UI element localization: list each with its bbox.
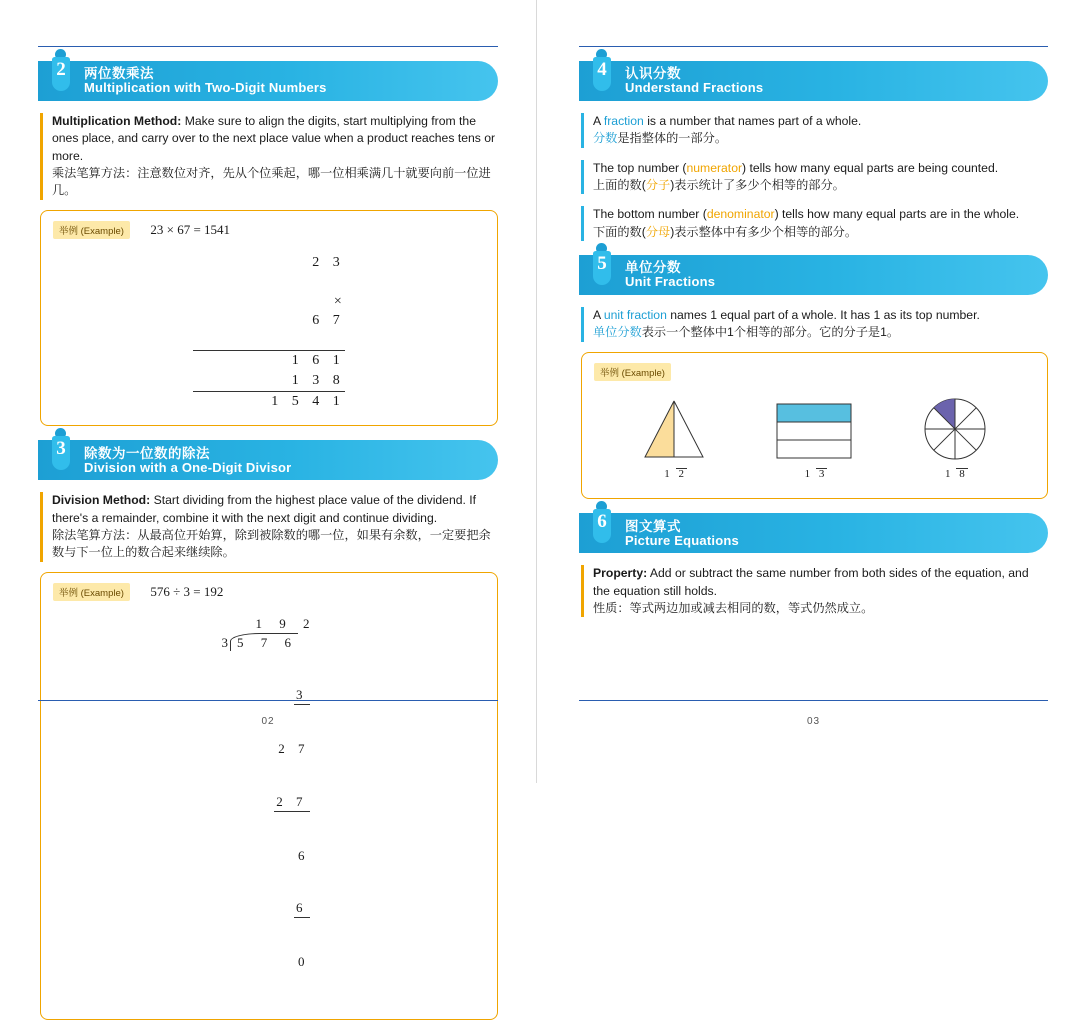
denominator-note	[581, 206, 1048, 241]
long-division-figure	[53, 615, 485, 1005]
unit-fraction-figures	[594, 397, 1035, 485]
fraction-label	[895, 468, 1015, 481]
note-term-en: numerator	[686, 160, 743, 175]
note-term-cn: 分子	[645, 177, 671, 192]
final-product: 1 5 4 1	[271, 394, 345, 410]
note-cn-prefix: 上面的数(	[593, 177, 646, 192]
note-lead-label: Property:	[593, 566, 648, 581]
note-body-cn: 性质：等式两边加或减去相同的数，等式仍然成立。	[593, 601, 874, 616]
triangle-shaded-icon	[641, 399, 707, 461]
section-title-cn: 单位分数	[625, 260, 681, 276]
example-tag: 举例 (Example)	[594, 363, 671, 381]
multiplier-value: 6 7	[312, 312, 345, 328]
section-number: 5	[597, 252, 607, 274]
bottom-rule	[579, 700, 1048, 701]
figure-circle-eighth	[895, 397, 1015, 481]
fraction-denominator: 3	[816, 468, 828, 481]
note-cn-prefix: 下面的数(	[593, 224, 646, 239]
division-step: 2 7	[278, 741, 310, 757]
fraction-numerator: 1	[664, 467, 670, 480]
section-title-cn: 除数为一位数的除法	[84, 445, 210, 461]
section-division	[38, 440, 498, 480]
note-term-cn: 分母	[645, 224, 671, 239]
section-title-en: Picture Equations	[625, 532, 739, 548]
section-header-ribbon	[579, 61, 1048, 101]
figure-bars-third	[754, 403, 874, 481]
equation-property-note	[581, 565, 1048, 617]
example-card-division	[40, 572, 498, 1020]
section-title-cn: 两位数乘法	[84, 66, 154, 82]
note-text-suffix: is a number that names part of a whole.	[643, 114, 862, 128]
note-lead-label: Division Method:	[52, 493, 151, 508]
note-cn-suffix: 是指整体的一部分。	[617, 131, 728, 146]
example-card-multiplication	[40, 210, 498, 427]
example-tag: 举例 (Example)	[53, 583, 130, 601]
note-text-prefix: A	[593, 307, 604, 322]
multiplication-method-note	[40, 113, 498, 200]
note-text-prefix: A	[593, 114, 604, 128]
section-multiplication	[38, 61, 498, 101]
section-header-ribbon	[38, 440, 498, 480]
top-rule	[38, 46, 498, 47]
bottom-rule	[38, 700, 498, 701]
division-step: 2 7	[274, 793, 309, 812]
note-lead-label: Multiplication Method:	[52, 114, 182, 128]
note-body-text: Add or subtract the same number from both sides of the equation, and the equation still holds.	[593, 566, 1029, 598]
section-number: 2	[56, 59, 66, 80]
example-card-unit-fractions	[581, 352, 1048, 500]
section-number-pin-icon	[587, 243, 617, 295]
note-cn-suffix: 表示一个整体中1个相等的部分。它的分子是1。	[641, 325, 900, 340]
section-header-ribbon	[579, 252, 1048, 295]
note-term-en: fraction	[603, 114, 644, 128]
rectangle-bars-shaded-icon	[776, 403, 852, 461]
section-number-pin-icon	[587, 49, 617, 101]
note-term-en: unit fraction	[603, 307, 667, 322]
numerator-note	[581, 160, 1048, 195]
fraction-denominator: 2	[676, 468, 688, 481]
section-header-ribbon	[579, 513, 1048, 553]
note-text-suffix: names 1 equal part of a whole. It has 1 as its top number.	[666, 307, 980, 322]
fraction-denominator: 8	[956, 468, 968, 481]
long-multiplication-figure	[53, 253, 485, 412]
section-number-pin-icon	[587, 501, 617, 553]
section-title-en: Understand Fractions	[625, 80, 764, 96]
section-unit-fractions	[579, 252, 1048, 295]
section-number-pin-icon	[46, 428, 76, 480]
multiplier-row	[193, 272, 345, 351]
division-divisor: 3	[221, 634, 228, 650]
division-step: 6	[294, 899, 310, 918]
example-tag: 举例 (Example)	[53, 221, 130, 239]
section-title-en: Division with a One-Digit Divisor	[84, 459, 292, 475]
division-remainder: 0	[298, 954, 310, 970]
note-body-text: Start dividing from the highest place value of the dividend. If there's a remainder, combine it with the next digit and continue dividing.	[52, 493, 477, 525]
section-title-en: Unit Fractions	[625, 274, 716, 290]
section-number: 3	[56, 438, 66, 460]
section-header-ribbon	[38, 61, 498, 101]
section-title-cn: 图文算式	[625, 518, 681, 534]
division-dividend: 5 7 6	[237, 634, 298, 650]
division-method-note	[40, 492, 498, 561]
multiply-operator: ×	[333, 293, 345, 309]
partial-product-1: 1 6 1	[291, 353, 345, 369]
section-number: 4	[597, 59, 607, 80]
example-equation: 23 × 67 = 1541	[150, 221, 231, 237]
page-left	[0, 0, 537, 970]
partial-product-2: 1 3 8	[193, 371, 345, 392]
note-text-suffix: ) tells how many equal parts are in the whole.	[774, 207, 1020, 222]
fraction-numerator: 1	[944, 467, 951, 480]
section-number-pin-icon	[46, 49, 76, 101]
fraction-numerator: 1	[804, 467, 811, 480]
section-title-cn: 认识分数	[625, 66, 681, 82]
circle-eighths-shaded-icon	[923, 397, 987, 461]
section-number: 6	[597, 511, 607, 533]
note-term-en: denominator	[706, 207, 775, 222]
division-steps	[238, 651, 310, 1005]
top-rule	[579, 46, 1048, 47]
note-text-suffix: ) tells how many equal parts are being counted.	[742, 160, 999, 175]
note-body-cn: 乘法笔算方法：注意数位对齐，先从个位乘起，哪一位相乘满几十就要向前一位进几。	[52, 165, 491, 198]
note-cn-suffix: )表示统计了多少个相等的部分。	[670, 177, 845, 192]
note-text-prefix: The top number (	[593, 160, 687, 175]
page-number-right: 03	[806, 716, 821, 727]
section-title-en: Multiplication with Two-Digit Numbers	[84, 80, 327, 96]
example-equation: 576 ÷ 3 = 192	[150, 583, 224, 599]
page-number-left: 02	[261, 716, 275, 727]
page-right	[537, 0, 1074, 783]
note-text-prefix: The bottom number (	[593, 207, 707, 222]
fraction-label	[754, 468, 874, 481]
note-body-text: Make sure to align the digits, start multiplying from the ones place, and carry over to the next place value when a product reaches tens or more.	[52, 114, 496, 163]
note-cn-suffix: )表示整体中有多少个相等的部分。	[670, 224, 858, 239]
section-understand-fractions	[579, 61, 1048, 101]
division-quotient: 1 9 2	[255, 615, 317, 631]
fraction-definition-note	[581, 113, 1048, 148]
multiplicand-row: 2 3	[312, 254, 345, 270]
division-step: 3	[294, 686, 310, 705]
figure-triangle-half	[614, 399, 734, 481]
section-picture-equations	[579, 513, 1048, 553]
note-term-cn: 分数	[593, 131, 618, 146]
note-term-cn: 单位分数	[593, 325, 642, 340]
note-body-cn: 除法笔算方法：从最高位开始算，除到被除数的哪一位，如果有余数，一定要把余数与下一位上的数合起来继续除。	[52, 528, 491, 560]
unit-fraction-note	[581, 307, 1048, 342]
division-step: 6	[298, 847, 310, 863]
fraction-label	[614, 468, 734, 481]
